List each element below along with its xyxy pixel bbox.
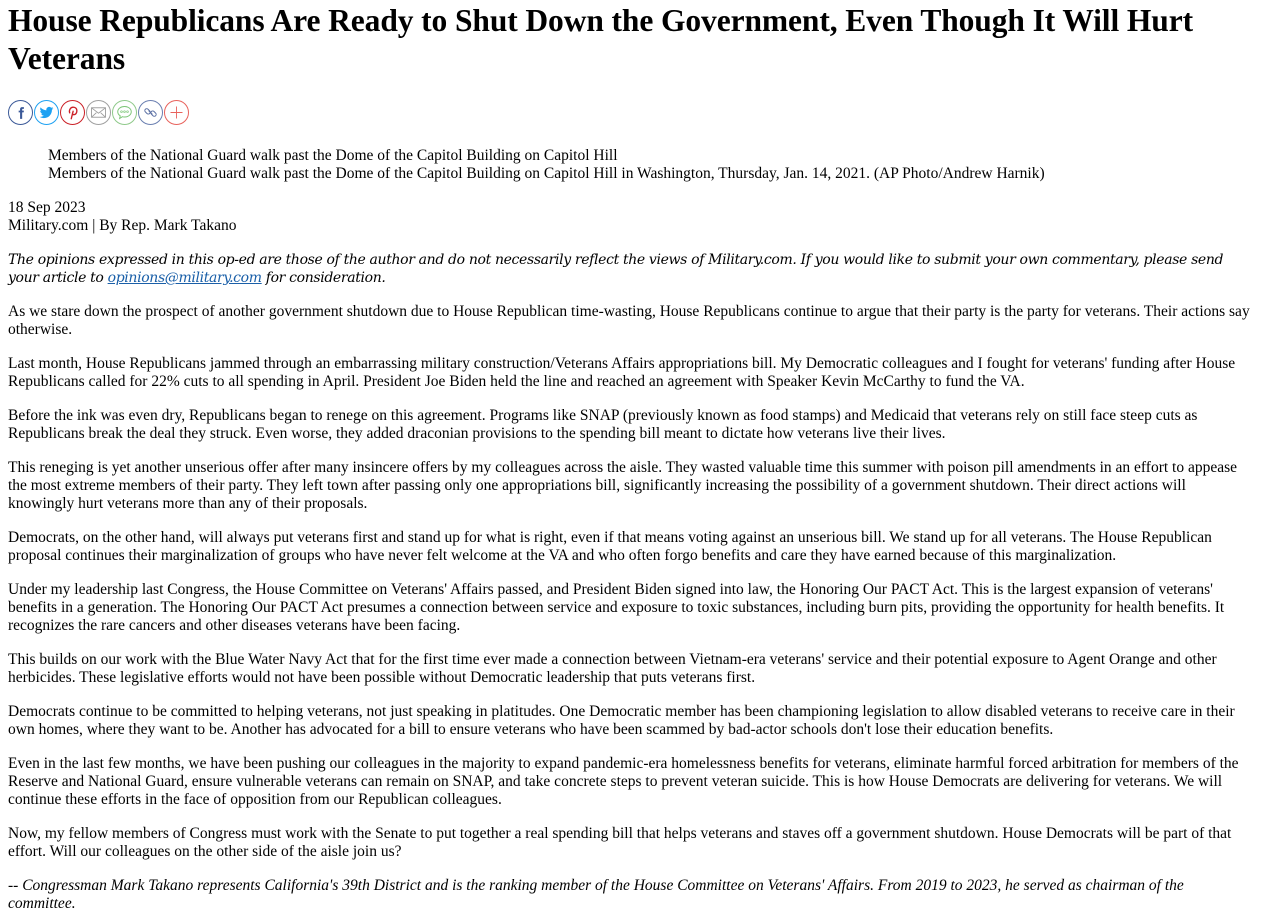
submission-email-link[interactable]: opinions@military.com [107,270,262,286]
plus-icon [169,105,184,120]
article-title: House Republicans Are Ready to Shut Down the Government, Even Though It Will Hurt Veterans [8,3,1193,76]
body-paragraph: Last month, House Republicans jammed through an embarrassing military construction/Veterans Affairs appropriations bill. My Democratic colleagues and I fought for veterans' funding after House Republicans called for 22% cuts to all spending in April. President Joe Biden held the line and reached an agreement with Speaker Kevin McCarthy to fund the VA. [8,355,1236,390]
body-paragraph: This reneging is yet another unserious offer after many insincere offers by my colleagues across the aisle. They wasted valuable time this summer with poison pill amendments in an effort to appease the most extreme members of their party. They left town after passing only one appropriations bill, significantly increasing the possibility of a government shutdown. Their direct actions will knowingly hurt veterans more than any of their proposals. [8,459,1238,512]
share-facebook-button[interactable] [8,100,33,125]
body-paragraph: Before the ink was even dry, Republicans began to renege on this agreement. Programs like SNAP (previously known as food stamps) and Medicaid that veterans rely on still face steep cuts as Republicans break the deal they struck. Even worse, they added draconian provisions to the spending bill meant to dictate how veterans live their lives. [8,407,1198,442]
publish-date: 18 Sep 2023 [8,199,86,216]
disclaimer-text-end: for consideration. [261,270,386,286]
body-paragraph: Democrats, on the other hand, will always put veterans first and stand up for what is right, even if that means voting against an unserious bill. We stand up for all veterans. The House Republican proposal continues their marginalization of groups who have never felt welcome at the VA and who often forgo benefits and care they have earned because of this marginalization. [8,529,1212,564]
article-page [0,2,1261,913]
body-paragraph: Democrats continue to be committed to helping veterans, not just speaking in platitudes. One Democratic member has been championing legislation to allow disabled veterans to receive care in their own homes, where they want to be. Another has advocated for a bill to ensure veterans who have been scammed by bad-actor schools don't lose their education benefits. [8,703,1235,738]
image-alt-text: Members of the National Guard walk past the Dome of the Capitol Building on Capitol Hill [48,147,618,164]
body-paragraph: Under my leadership last Congress, the House Committee on Veterans' Affairs passed, and President Biden signed into law, the Honoring Our PACT Act. This is the largest expansion of veterans' benefits in a generation. The Honoring Our PACT Act presumes a connection between service and exposure to toxic substances, including burn pits, providing the opportunity for health benefits. It recognizes the rare cancers and other diseases veterans have been facing. [8,581,1225,634]
body-paragraph: This builds on our work with the Blue Water Navy Act that for the first time ever made a connection between Vietnam-era veterans' service and their potential exposure to Agent Orange and other herbicides. These legislative efforts would not have been possible without Democratic leadership that puts veterans first. [8,651,1217,686]
byline: Military.com | By Rep. Mark Takano [8,217,237,234]
share-pinterest-button[interactable] [60,100,85,125]
disclaimer-text: The opinions expressed in this op-ed are those of the author and do not necessarily reflect the views of Military.com. If you would like to submit your own commentary, please send your article to [8,252,1224,286]
article-meta [8,199,1253,235]
twitter-icon [39,105,54,120]
image-caption: Members of the National Guard walk past the Dome of the Capitol Building on Capitol Hill in Washington, Thursday, Jan. 14, 2021. (AP Photo/Andrew Harnik) [48,165,1045,182]
share-sms-button[interactable] [112,100,137,125]
copy-link-icon [143,105,158,120]
share-more-button[interactable] [164,100,189,125]
body-paragraph: Now, my fellow members of Congress must work with the Senate to put together a real spending bill that helps veterans and staves off a government shutdown. House Democrats will be part of that effort. Will our colleagues on the other side of the aisle join us? [8,825,1232,860]
share-copy-link-button[interactable] [138,100,163,125]
pinterest-icon [66,105,79,120]
share-email-button[interactable] [86,100,111,125]
body-paragraph: Even in the last few months, we have been pushing our colleagues in the majority to expand pandemic-era homelessness benefits for veterans, eliminate harmful forced arbitration for members of the Reserve and National Guard, ensure vulnerable veterans can remain on SNAP, and take concrete steps to prevent veteran suicide. This is how House Democrats are delivering for veterans. We will continue these efforts in the face of opposition from our Republican colleagues. [8,755,1239,808]
author-bio: -- Congressman Mark Takano represents California's 39th District and is the ranking member of the House Committee on Veterans' Affairs. From 2019 to 2023, he served as chairman of the committee. [8,877,1184,912]
share-bar [8,100,1253,127]
facebook-icon [14,106,28,120]
body-paragraph: As we stare down the prospect of another government shutdown due to House Republican time-wasting, House Republicans continue to argue that their party is the party for veterans. Their actions say otherwise. [8,303,1250,338]
article-body [8,303,1253,913]
article-figure [48,147,1253,183]
oped-disclaimer [8,251,1253,287]
share-twitter-button[interactable] [34,100,59,125]
sms-icon [116,105,133,120]
email-icon [91,107,106,118]
